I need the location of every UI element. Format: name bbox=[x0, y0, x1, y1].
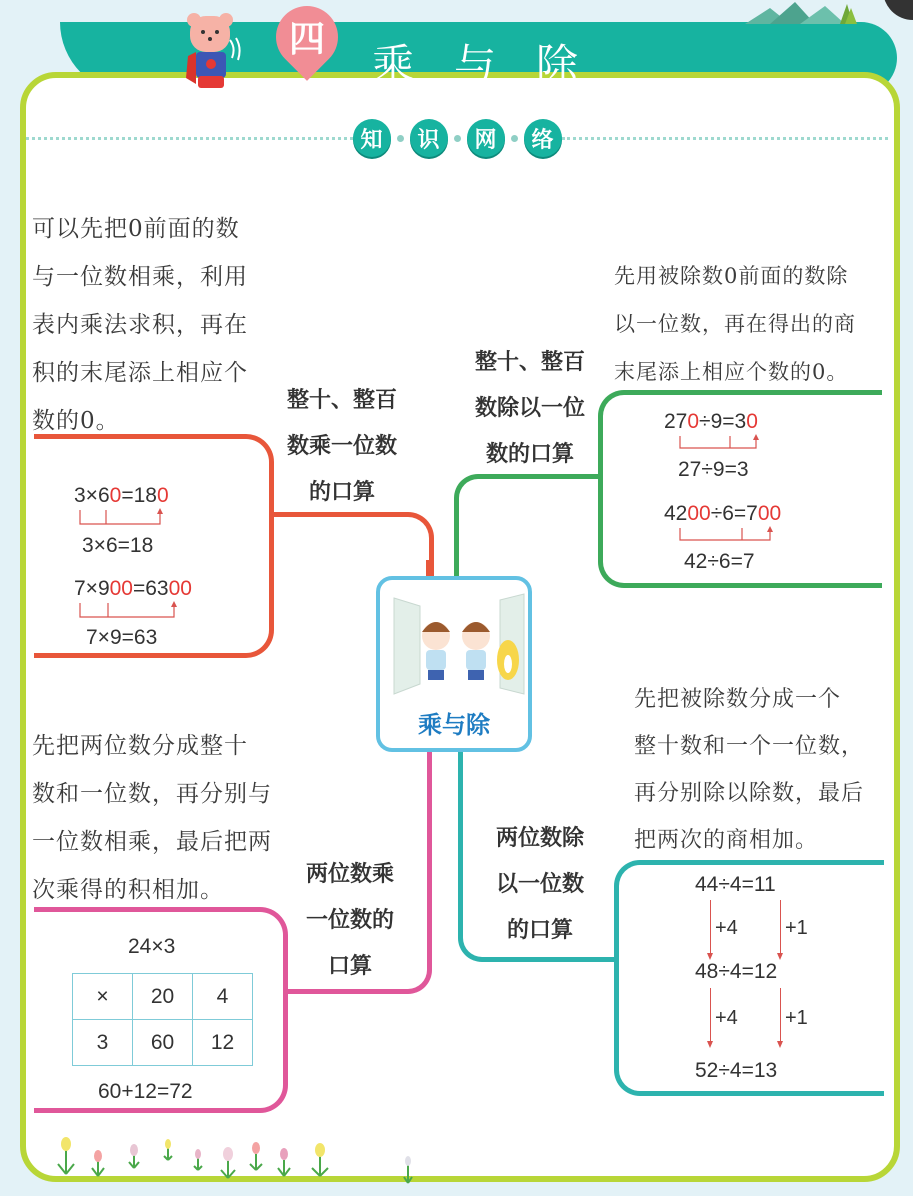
description-line: 数的0。 bbox=[32, 408, 120, 434]
table-cell: 60 bbox=[133, 1020, 193, 1066]
label-line: 数乘一位数 bbox=[286, 434, 397, 459]
eq-part-red: 0 bbox=[687, 410, 700, 433]
eq-part-red: 00 bbox=[168, 577, 192, 600]
eq-part: 7×9 bbox=[74, 577, 110, 600]
separator-dot bbox=[511, 135, 518, 142]
description-line: 与一位数相乘，利用 bbox=[32, 264, 248, 290]
heading-char-badge: 识 bbox=[410, 119, 448, 157]
result-equation: 60+12=72 bbox=[98, 1080, 193, 1103]
description-line: 末尾添上相应个数的0。 bbox=[614, 360, 849, 384]
description-line: 积的末尾添上相应个 bbox=[32, 360, 248, 386]
bracket-arrow-icon bbox=[76, 601, 186, 623]
eq-part: 3×6 bbox=[74, 484, 110, 507]
connector-line-orange bbox=[274, 512, 434, 580]
chapter-number: 四 bbox=[288, 18, 325, 60]
eq-part: =63 bbox=[132, 577, 169, 600]
equation-44div4: 44÷4=11 bbox=[695, 873, 776, 896]
eq-part-red: 00 bbox=[687, 502, 711, 525]
description-line: 可以先把0前面的数 bbox=[32, 216, 240, 242]
top-left-description bbox=[32, 205, 248, 445]
connector-line-pink bbox=[286, 752, 432, 994]
separator-dot bbox=[454, 135, 461, 142]
chapter-title: 乘与除 bbox=[372, 40, 619, 89]
description-line: 表内乘法求积，再在 bbox=[32, 312, 248, 338]
multiplication-table bbox=[72, 973, 253, 1066]
bottom-left-description bbox=[32, 722, 272, 914]
label-line: 数的口算 bbox=[485, 442, 574, 467]
label-line: 两位数除 bbox=[495, 826, 584, 851]
description-line: 把两次的商相加。 bbox=[634, 828, 819, 853]
table-cell: 20 bbox=[133, 974, 193, 1020]
table-row bbox=[73, 1020, 253, 1066]
children-illustration-icon bbox=[380, 584, 528, 704]
connector-line-teal bbox=[458, 752, 618, 962]
bracket-arrow-icon bbox=[76, 508, 176, 530]
bracket-arrow-icon bbox=[676, 526, 786, 548]
connector-line-orange bbox=[34, 434, 274, 658]
equation-52div4: 52÷4=13 bbox=[695, 1059, 778, 1082]
step-label: +4 bbox=[715, 917, 738, 939]
flowers-decoration-icon bbox=[50, 1130, 430, 1180]
equation-7x9: 7×9=63 bbox=[86, 626, 158, 649]
arrow-down-icon bbox=[780, 988, 781, 1044]
table-cell: × bbox=[73, 974, 133, 1020]
equation-27div9: 27÷9=3 bbox=[678, 458, 749, 481]
heading-char-badge: 网 bbox=[467, 119, 505, 157]
table-cell: 12 bbox=[193, 1020, 253, 1066]
eq-part: ÷6=7 bbox=[710, 502, 758, 525]
equation-3x6: 3×6=18 bbox=[82, 534, 154, 557]
bracket-arrow-icon bbox=[676, 434, 776, 456]
description-line: 次乘得的积相加。 bbox=[32, 877, 224, 903]
equation-48div4: 48÷4=12 bbox=[695, 960, 778, 983]
label-line: 一位数的 bbox=[305, 908, 394, 933]
arrow-down-icon bbox=[780, 900, 781, 956]
step-label: +1 bbox=[785, 1007, 808, 1029]
eq-part: =18 bbox=[121, 484, 157, 507]
dotted-divider-right bbox=[562, 137, 889, 140]
description-line: 再分别除以除数，最后 bbox=[634, 781, 865, 806]
corner-shadow bbox=[883, 0, 913, 20]
eq-part-red: 0 bbox=[109, 484, 122, 507]
equation-2700div9 bbox=[664, 410, 758, 434]
equation-42div6: 42÷6=7 bbox=[684, 550, 755, 573]
description-line: 整十数和一个一位数， bbox=[634, 734, 865, 759]
label-line: 以一位数 bbox=[495, 872, 584, 897]
eq-part: 42 bbox=[664, 502, 688, 525]
table-cell: 3 bbox=[73, 1020, 133, 1066]
example-24x3-title: 24×3 bbox=[128, 935, 176, 958]
eq-part: ÷9=3 bbox=[699, 410, 747, 433]
eq-part-red: 0 bbox=[746, 410, 758, 433]
separator-dot bbox=[397, 135, 404, 142]
bottom-right-description bbox=[634, 676, 864, 864]
arrow-down-icon bbox=[710, 900, 711, 956]
top-right-description bbox=[614, 252, 856, 396]
description-line: 一位数相乘，最后把两 bbox=[32, 829, 272, 855]
label-line: 口算 bbox=[327, 954, 372, 979]
label-line: 的口算 bbox=[308, 480, 375, 505]
eq-part-red: 00 bbox=[109, 577, 133, 600]
mountains-icon bbox=[745, 0, 865, 24]
label-line: 整十、整百 bbox=[474, 350, 585, 375]
description-line: 先用被除数0前面的数除 bbox=[614, 264, 849, 288]
eq-part: 27 bbox=[664, 410, 688, 433]
description-line: 先把被除数分成一个 bbox=[634, 687, 842, 712]
step-label: +1 bbox=[785, 917, 808, 939]
branch-label-whole-tens-multiplication bbox=[270, 378, 414, 516]
label-line: 数除以一位 bbox=[474, 396, 585, 421]
step-label: +4 bbox=[715, 1007, 738, 1029]
label-line: 的口算 bbox=[506, 918, 573, 943]
dotted-divider-left bbox=[26, 137, 353, 140]
connector-line-green bbox=[454, 474, 602, 578]
label-line: 两位数乘 bbox=[305, 862, 394, 887]
bear-mascot-icon bbox=[182, 12, 242, 92]
section-heading-knowledge-network bbox=[26, 118, 888, 158]
table-cell: 4 bbox=[193, 974, 253, 1020]
equation-4200div6 bbox=[664, 502, 781, 526]
eq-part-red: 00 bbox=[757, 502, 782, 525]
arrow-down-icon bbox=[710, 988, 711, 1044]
description-line: 数和一位数，再分别与 bbox=[32, 781, 272, 807]
equation-7x900 bbox=[74, 577, 192, 601]
eq-part-red: 0 bbox=[156, 484, 169, 507]
description-line: 以一位数，再在得出的商 bbox=[614, 312, 856, 336]
heading-char-badge: 络 bbox=[524, 119, 562, 157]
flower-decoration-icon bbox=[400, 1155, 416, 1185]
table-row bbox=[73, 974, 253, 1020]
center-topic-title: 乘与除 bbox=[418, 711, 490, 739]
branch-label-whole-tens-division bbox=[458, 340, 602, 478]
heading-char-badge: 知 bbox=[353, 119, 391, 157]
center-topic-box bbox=[376, 576, 532, 752]
equation-3x60 bbox=[74, 484, 169, 508]
description-line: 先把两位数分成整十 bbox=[32, 733, 248, 759]
label-line: 整十、整百 bbox=[286, 388, 397, 413]
